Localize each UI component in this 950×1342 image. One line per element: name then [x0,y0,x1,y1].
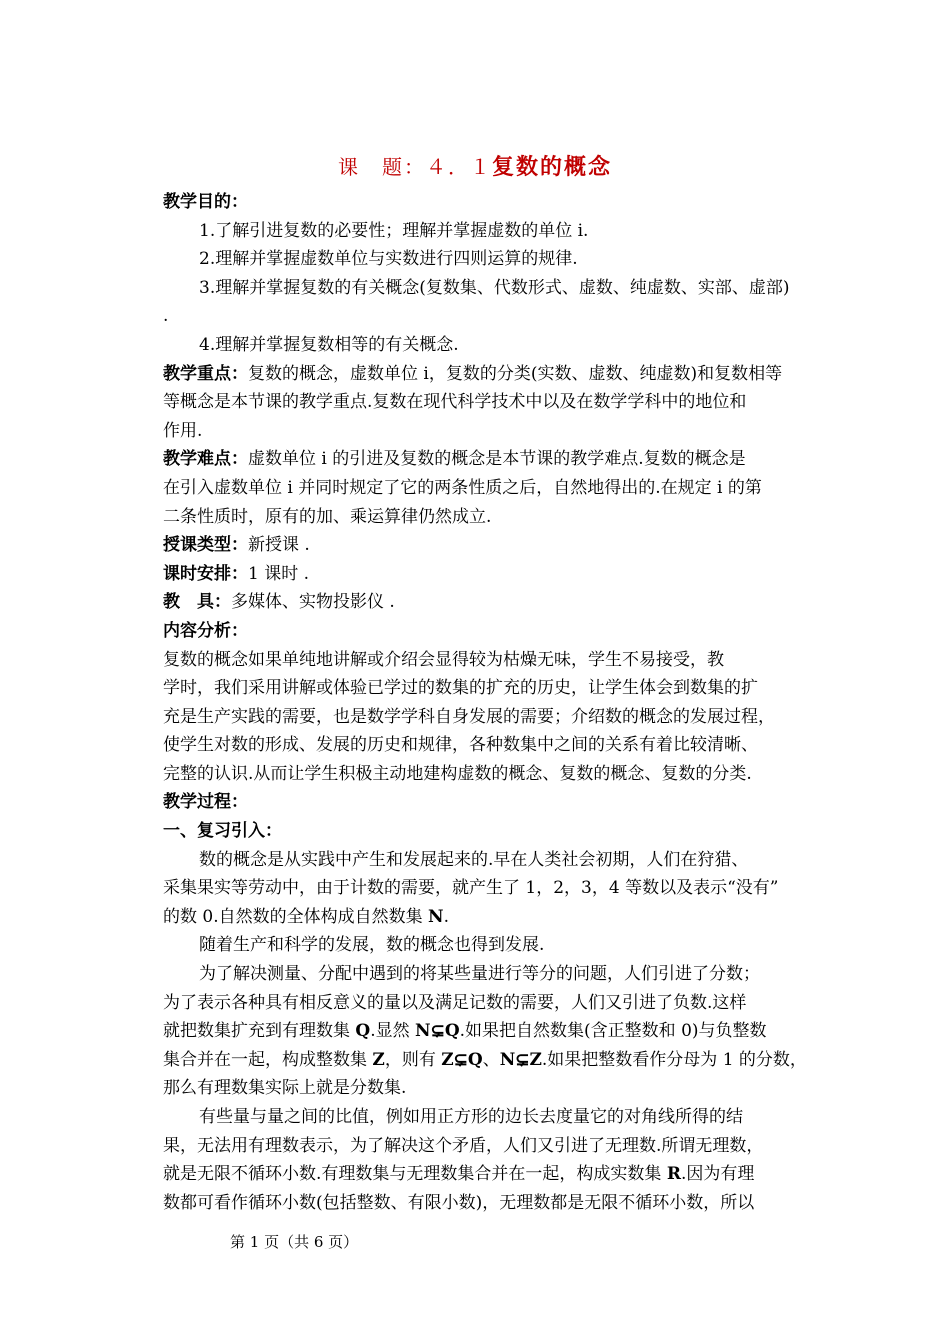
text-segment: 复数的概念如果单纯地讲解或介绍会显得较为枯燥无味，学生不易接受，教 [163,649,724,670]
text-line [163,703,828,732]
lesson-title [0,150,950,181]
text-line [163,188,828,217]
bold-text: 一、复习引入： [163,821,282,842]
text-segment: 数都可看作循环小数(包括整数、有限小数)，无理数都是无限不循环小数，所以 [163,1192,755,1213]
bold-text: Z⊊Q [441,1049,483,1070]
text-line [163,388,828,417]
text-line [163,245,828,274]
text-segment: 复数的概念，虚数单位 i，复数的分类(实数、虚数、纯虚数)和复数相等 [248,363,783,384]
text-line [163,731,828,760]
text-line [163,760,828,789]
text-line [163,417,828,446]
text-line [163,617,828,646]
text-line [163,1046,828,1075]
text-line [163,503,828,532]
bold-text: N [428,906,444,927]
bold-text: 教学难点： [163,449,248,470]
bold-text: 教学目的： [163,192,248,212]
text-segment: 为了解决测量、分配中遇到的将某些量进行等分的问题，人们引进了分数； [199,964,760,985]
text-line [163,903,828,932]
text-segment: 学时，我们采用讲解或体验已学过的数集的扩充的历史，让学生体会到数集的扩 [163,678,758,699]
text-line [163,360,828,389]
text-line [163,989,828,1018]
document-body [163,188,828,1217]
text-segment: 完整的认识.从而让学生积极主动地建构虚数的概念、复数的概念、复数的分类. [163,763,752,784]
bold-text: 内容分析： [163,620,248,641]
text-line [163,1103,828,1132]
page-footer: 第 1 页（共 6 页） [230,1233,359,1251]
bold-text: 教学过程： [163,792,248,813]
text-segment: 多媒体、实物投影仪 . [231,592,395,613]
text-segment: 有些量与量之间的比值，例如用正方形的边长去度量它的对角线所得的结 [199,1107,743,1127]
text-segment: .如果把自然数集(含正整数和 0)与负整数 [459,1021,767,1042]
text-line [163,588,828,617]
text-line [163,331,828,360]
text-line [163,960,828,989]
text-line [163,1189,828,1218]
text-line [163,788,828,817]
text-segment: 二条性质时，原有的加、乘运算律仍然成立. [163,506,492,527]
text-segment: 、 [482,1049,500,1070]
text-line [163,474,828,503]
text-line [163,1132,828,1161]
text-segment: 2.理解并掌握虚数单位与实数进行四则运算的规律. [199,249,578,270]
text-segment: 集合并在一起，构成整数集 [163,1049,373,1070]
text-line [163,274,828,303]
text-segment: 采集果实等劳动中，由于计数的需要，就产生了 1，2，3，4 等数以及表示“没有” [163,878,779,899]
text-line [163,302,828,331]
text-line [163,931,828,960]
text-segment: ，则有 [384,1049,442,1070]
text-line [163,217,828,246]
text-line [163,674,828,703]
text-line [163,817,828,846]
text-segment: 3.理解并掌握复数的有关概念(复数集、代数形式、虚数、纯虚数、实部、虚部) [199,277,790,298]
text-segment: 等概念是本节课的教学重点.复数在现代科学技术中以及在数学学科中的地位和 [163,392,747,413]
text-segment: 1.了解引进复数的必要性；理解并掌握虚数的单位 i. [199,220,589,241]
bold-text: 授课类型： [163,535,248,556]
text-line [163,531,828,560]
text-segment: 4.理解并掌握复数相等的有关概念. [199,334,459,355]
text-segment: 为了表示各种具有相反意义的量以及满足记数的需要，人们又引进了负数.这样 [163,992,747,1013]
text-segment: 使学生对数的形成、发展的历史和规律，各种数集中之间的关系有着比较清晰、 [163,735,758,756]
text-segment: 随着生产和科学的发展，数的概念也得到发展. [199,935,545,956]
text-line [163,560,828,589]
bold-text: N⊊Q [415,1021,460,1042]
text-segment: .因为有理 [680,1164,755,1185]
bold-text: R [666,1164,681,1185]
text-segment: .显然 [370,1021,416,1042]
bold-text: Z [372,1049,385,1070]
bold-text: 教学重点： [163,363,248,384]
text-line [163,646,828,675]
text-segment: . [443,906,449,927]
text-segment: .如果把整数看作分母为 1 的分数， [541,1049,807,1070]
text-line [163,1074,828,1103]
text-segment: 新授课 . [248,535,310,556]
title-prefix: 课 题：４．１ [337,155,492,179]
bold-text: 课时安排： [163,563,248,584]
text-line [163,445,828,474]
text-segment: 果，无法用有理数表示，为了解决这个矛盾，人们又引进了无理数.所谓无理数， [163,1135,764,1156]
text-segment: 的数 0.自然数的全体构成自然数集 [163,906,429,927]
text-segment: 虚数单位 i 的引进及复数的概念是本节课的教学难点.复数的概念是 [248,449,746,470]
bold-text: Q [355,1021,371,1042]
text-segment: 充是生产实践的需要，也是数学学科自身发展的需要；介绍数的概念的发展过程， [163,706,775,727]
bold-text: 教 具： [163,592,231,613]
text-line [163,846,828,875]
text-segment: 那么有理数集实际上就是分数集. [163,1078,407,1099]
text-segment: 1 课时 . [248,563,310,584]
text-segment: 作用. [163,420,203,441]
title-main: 复数的概念 [491,154,612,180]
bold-text: N⊊Z [499,1049,542,1070]
text-line [163,1160,828,1189]
text-segment: 就把数集扩充到有理数集 [163,1021,356,1042]
text-segment: 在引入虚数单位 i 并同时规定了它的两条性质之后，自然地得出的.在规定 i 的第 [163,477,762,498]
text-segment: 数的概念是从实践中产生和发展起来的.早在人类社会初期，人们在狩猎、 [199,849,749,870]
text-segment: . [163,306,169,327]
text-segment: 就是无限不循环小数.有理数集与无理数集合并在一起，构成实数集 [163,1164,667,1185]
text-line [163,874,828,903]
text-line [163,1017,828,1046]
